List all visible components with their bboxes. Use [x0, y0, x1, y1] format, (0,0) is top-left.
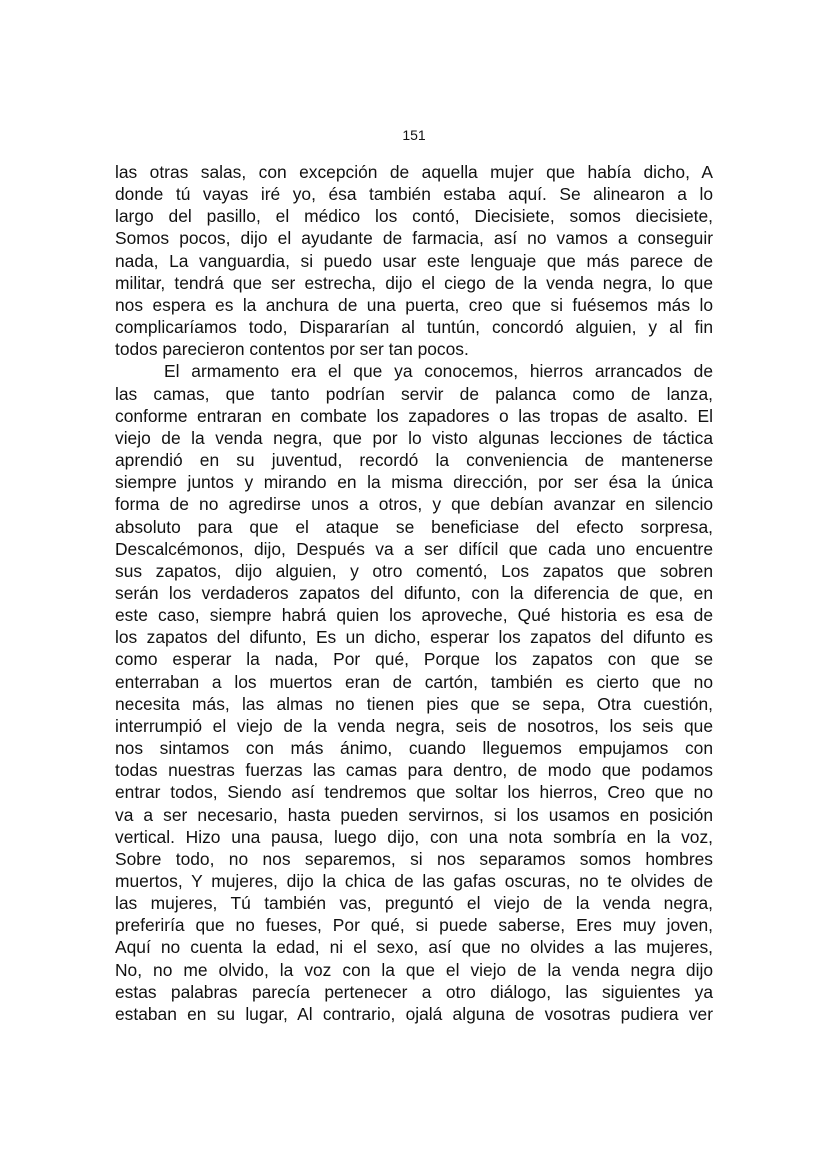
text-line: como esperar la nada, Por qué, Porque los zapatos con que se	[115, 649, 713, 670]
text-line: Aquí no cuenta la edad, ni el sexo, así que no olvides a las mujeres,	[115, 937, 713, 958]
text-line: complicaríamos todo, Dispararían al tuntún, concordó alguien, y al fin	[115, 317, 713, 338]
text-line: donde tú vayas iré yo, ésa también estaba aquí. Se alinearon a lo	[115, 184, 713, 205]
text-line: entrar todos, Siendo así tendremos que soltar los hierros, Creo que no	[115, 782, 713, 803]
text-line: vertical. Hizo una pausa, luego dijo, con una nota sombría en la voz,	[115, 826, 713, 847]
text-line: nos sintamos con más ánimo, cuando lleguemos empujamos con	[115, 738, 713, 759]
text-line: interrumpió el viejo de la venda negra, seis de nosotros, los seis que	[115, 715, 713, 736]
text-line: este caso, siempre habrá quien los aproveche, Qué historia es esa de	[115, 605, 713, 626]
text-line: las camas, que tanto podrían servir de palanca como de lanza,	[115, 383, 713, 404]
text-line: va a ser necesario, hasta pueden servirnos, si los usamos en posición	[115, 804, 713, 825]
text-line: aprendió en su juventud, recordó la conveniencia de mantenerse	[115, 450, 713, 471]
text-line: El armamento era el que ya conocemos, hierros arrancados de	[164, 361, 713, 382]
text-line: las otras salas, con excepción de aquella mujer que había dicho, A	[115, 162, 713, 182]
page-number: 151	[402, 127, 426, 143]
text-line: forma de no agredirse unos a otros, y que debían avanzar en silencio	[115, 494, 713, 515]
paragraph	[115, 360, 713, 1025]
text-line: enterraban a los muertos eran de cartón, también es cierto que no	[115, 671, 713, 692]
text-line: necesita más, las almas no tienen pies que se sepa, Otra cuestión,	[115, 693, 713, 714]
text-line: estaban en su lugar, Al contrario, ojalá alguna de vosotras pudiera ver	[115, 1003, 713, 1024]
text-line: preferiría que no fueses, Por qué, si puede saberse, Eres muy joven,	[115, 915, 713, 936]
text-line: Sobre todo, no nos separemos, si nos separamos somos hombres	[115, 848, 713, 869]
text-line: los zapatos del difunto, Es un dicho, esperar los zapatos del difunto es	[115, 627, 713, 648]
text-line: militar, tendrá que ser estrecha, dijo el ciego de la venda negra, lo que	[115, 272, 713, 293]
text-line: largo del pasillo, el médico los contó, Diecisiete, somos diecisiete,	[115, 206, 713, 227]
text-line: Somos pocos, dijo el ayudante de farmacia, así no vamos a conseguir	[115, 228, 713, 249]
text-line: siempre juntos y mirando en la misma dirección, por ser ésa la única	[115, 472, 713, 493]
paragraph	[115, 161, 713, 360]
text-line: nada, La vanguardia, si puedo usar este lenguaje que más parece de	[115, 250, 713, 271]
body-text	[115, 161, 713, 1025]
text-line: todas nuestras fuerzas las camas para dentro, de modo que podamos	[115, 760, 713, 781]
text-line: muertos, Y mujeres, dijo la chica de las gafas oscuras, no te olvides de	[115, 871, 713, 891]
text-line: viejo de la venda negra, que por lo visto algunas lecciones de táctica	[115, 427, 713, 448]
text-line: Descalcémonos, dijo, Después va a ser difícil que cada uno encuentre	[115, 538, 713, 559]
text-line: conforme entraran en combate los zapadores o las tropas de asalto. El	[115, 405, 713, 426]
text-line: serán los verdaderos zapatos del difunto, con la diferencia de que, en	[115, 582, 713, 603]
text-line: las mujeres, Tú también vas, preguntó el viejo de la venda negra,	[115, 893, 713, 914]
text-line: absoluto para que el ataque se beneficiase del efecto sorpresa,	[115, 516, 713, 537]
text-line: nos espera es la anchura de una puerta, creo que si fuésemos más lo	[115, 294, 713, 315]
text-line: todos parecieron contentos por ser tan pocos.	[115, 339, 469, 360]
text-line: estas palabras parecía pertenecer a otro diálogo, las siguientes ya	[115, 981, 713, 1002]
text-line: No, no me olvido, la voz con la que el viejo de la venda negra dijo	[115, 959, 713, 980]
text-line: sus zapatos, dijo alguien, y otro comentó, Los zapatos que sobren	[115, 560, 713, 581]
